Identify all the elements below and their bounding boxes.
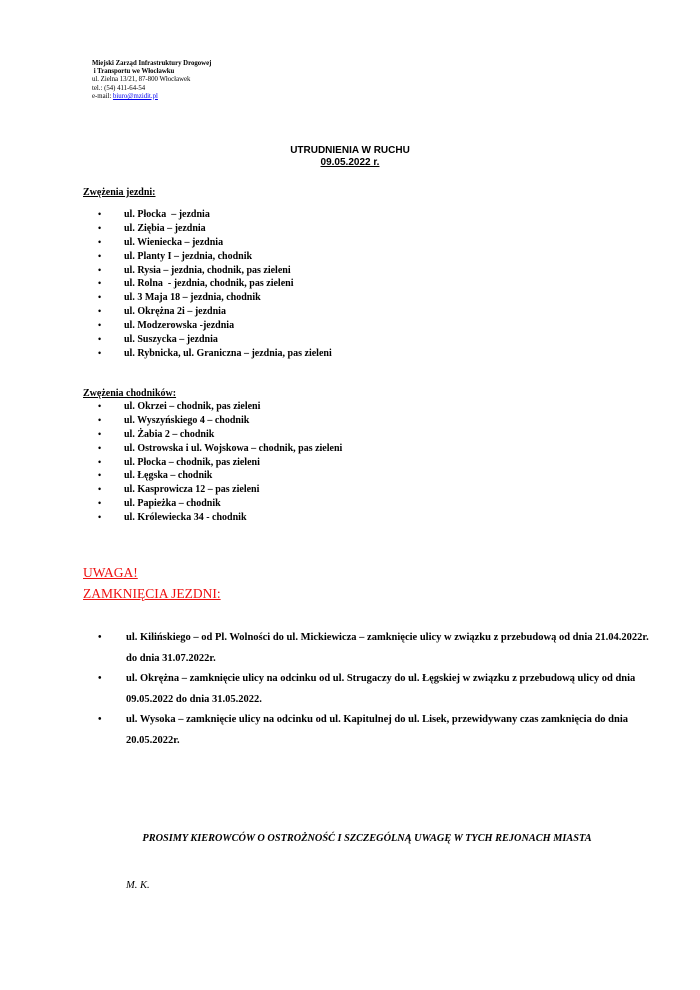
drivers-appeal: PROSIMY KIEROWCÓW O OSTROŻNOŚĆ I SZCZEGÓLNĄ UWAGĘ W TYCH REJONACH MIASTA [142, 833, 592, 844]
road-narrowing-item [98, 264, 332, 278]
sidewalk-narrowing-item-text: ul. Królewiecka 34 - chodnik [124, 512, 247, 524]
bullet-icon: • [98, 306, 102, 317]
closures-list [98, 628, 658, 751]
sidewalk-narrowing-item [98, 511, 342, 525]
bullet-icon: • [98, 512, 102, 523]
sidewalk-narrowing-item-text: ul. Papieżka – chodnik [124, 498, 221, 510]
bullet-icon: • [98, 320, 102, 331]
road-narrowing-item [98, 347, 332, 361]
roads-narrowing-heading: Zwężenia jezdni: [83, 187, 156, 198]
bullet-icon: • [98, 673, 102, 684]
sidewalk-narrowing-item-text: ul. Płocka – chodnik, pas zieleni [124, 456, 260, 468]
sidewalk-narrowing-item-text: ul. Wyszyńskiego 4 – chodnik [124, 414, 250, 426]
road-narrowing-item-text: ul. Rolna - jezdnia, chodnik, pas zieleni [124, 278, 294, 290]
road-narrowing-item-text: ul. Wieniecka – jezdnia [124, 236, 224, 248]
road-narrowing-item [98, 291, 332, 305]
bullet-icon: • [98, 498, 102, 509]
bullet-icon: • [98, 428, 102, 439]
sidewalk-narrowing-item [98, 428, 342, 442]
road-narrowing-item [98, 305, 332, 319]
road-narrowing-item [98, 333, 332, 347]
road-narrowing-item-text: ul. Płocka – jezdnia [124, 209, 210, 220]
road-narrowing-item-text: ul. Planty I – jezdnia, chodnik [124, 250, 253, 262]
bullet-icon: • [98, 401, 102, 411]
closures-heading: ZAMKNIĘCIA JEZDNI: [83, 586, 221, 601]
road-narrowing-item [98, 250, 332, 264]
road-narrowing-item [98, 208, 332, 222]
sidewalk-narrowing-item-text: ul. Ostrowska i ul. Wojskowa – chodnik, pas zieleni [124, 442, 343, 454]
road-narrowing-item-text: ul. Modzerowska -jezdnia [124, 320, 235, 332]
sidewalk-narrowing-item [98, 400, 342, 414]
org-address: ul. Zielna 13/21, 87-800 Włocławek [92, 76, 191, 84]
bullet-icon: • [98, 414, 102, 425]
sidewalk-narrowing-item [98, 442, 342, 456]
bullet-icon: • [98, 347, 102, 358]
sidewalk-narrowing-item [98, 469, 342, 483]
sidewalk-narrowing-item [98, 497, 342, 511]
sidewalk-narrowing-item-text: ul. Łęgska – chodnik [124, 470, 213, 482]
sidewalk-narrowing-item-text: ul. Kasprowicza 12 – pas zieleni [124, 484, 260, 496]
road-narrowing-item-text: ul. Okrężna 2i – jezdnia [124, 306, 226, 318]
bullet-icon: • [98, 292, 102, 303]
email-label: e-mail: [92, 92, 113, 100]
sidewalk-narrowing-item [98, 483, 342, 497]
road-narrowing-item-text: ul. Rysia – jezdnia, chodnik, pas zieleni [124, 264, 291, 276]
bullet-icon: • [98, 250, 102, 261]
bullet-icon: • [98, 236, 102, 247]
document-date: 09.05.2022 r. [320, 157, 380, 168]
bullet-icon: • [98, 632, 102, 643]
road-narrowing-item [98, 222, 332, 236]
road-closure-item-text: ul. Kilińskiego – od Pl. Wolności do ul. Mickiewicza – zamknięcie ulicy w związku z przebudową od dnia 21.04.2022r. do dnia 31.07.2022r. [126, 632, 652, 664]
sidewalk-narrowing-item [98, 414, 342, 428]
email-link[interactable]: biuro@mzidit.pl [112, 92, 158, 100]
bullet-icon: • [98, 456, 102, 467]
road-narrowing-item [98, 319, 332, 333]
road-closure-item-text: ul. Okrężna – zamknięcie ulicy na odcinku od ul. Strugaczy do ul. Łęgskiej w związku z przebudową ulicy od dnia 09.05.2022 do dnia 31.05.2022. [126, 673, 638, 705]
signature: M. K. [126, 880, 150, 891]
bullet-icon: • [98, 714, 102, 725]
letterhead [92, 60, 211, 101]
document-title: UTRUDNIENIA W RUCHU [290, 145, 410, 156]
road-closure-item [98, 669, 658, 710]
bullet-icon: • [98, 278, 102, 289]
warning-heading: UWAGA! [83, 565, 138, 580]
road-narrowing-item-text: ul. Suszycka – jezdnia [124, 334, 218, 346]
org-name-line2: i Transportu we Włocławku [92, 68, 175, 76]
bullet-icon: • [98, 209, 102, 219]
bullet-icon: • [98, 484, 102, 495]
org-email-row [92, 93, 211, 101]
org-phone: tel.: (54) 411-64-54 [92, 84, 146, 92]
sidewalk-narrowing-item-text: ul. Żabia 2 – chodnik [124, 428, 215, 440]
bullet-icon: • [98, 470, 102, 481]
sidewalks-narrowing-heading: Zwężenia chodników: [83, 388, 177, 399]
sidewalks-narrowing-list [98, 400, 342, 525]
bullet-icon: • [98, 442, 102, 453]
road-narrowing-item [98, 277, 332, 291]
sidewalk-narrowing-item [98, 456, 342, 470]
road-narrowing-item-text: ul. 3 Maja 18 – jezdnia, chodnik [124, 292, 261, 304]
road-narrowing-item-text: ul. Rybnicka, ul. Graniczna – jezdnia, pas zieleni [124, 347, 332, 359]
road-narrowing-item-text: ul. Ziębia – jezdnia [124, 222, 206, 234]
org-name-line1: Miejski Zarząd Infrastruktury Drogowej [92, 60, 212, 67]
bullet-icon: • [98, 334, 102, 345]
road-closure-item [98, 628, 658, 669]
bullet-icon: • [98, 222, 102, 233]
sidewalk-narrowing-item-text: ul. Okrzei – chodnik, pas zieleni [124, 401, 261, 412]
road-closure-item [98, 710, 658, 751]
road-closure-item-text: ul. Wysoka – zamknięcie ulicy na odcinku od ul. Kapitulnej do ul. Lisek, przewidywany czas zamknięcia do dnia 20.05.2022r. [126, 714, 631, 746]
road-narrowing-item [98, 236, 332, 250]
bullet-icon: • [98, 264, 102, 275]
document-title-block [0, 145, 700, 169]
roads-narrowing-list [98, 208, 332, 361]
